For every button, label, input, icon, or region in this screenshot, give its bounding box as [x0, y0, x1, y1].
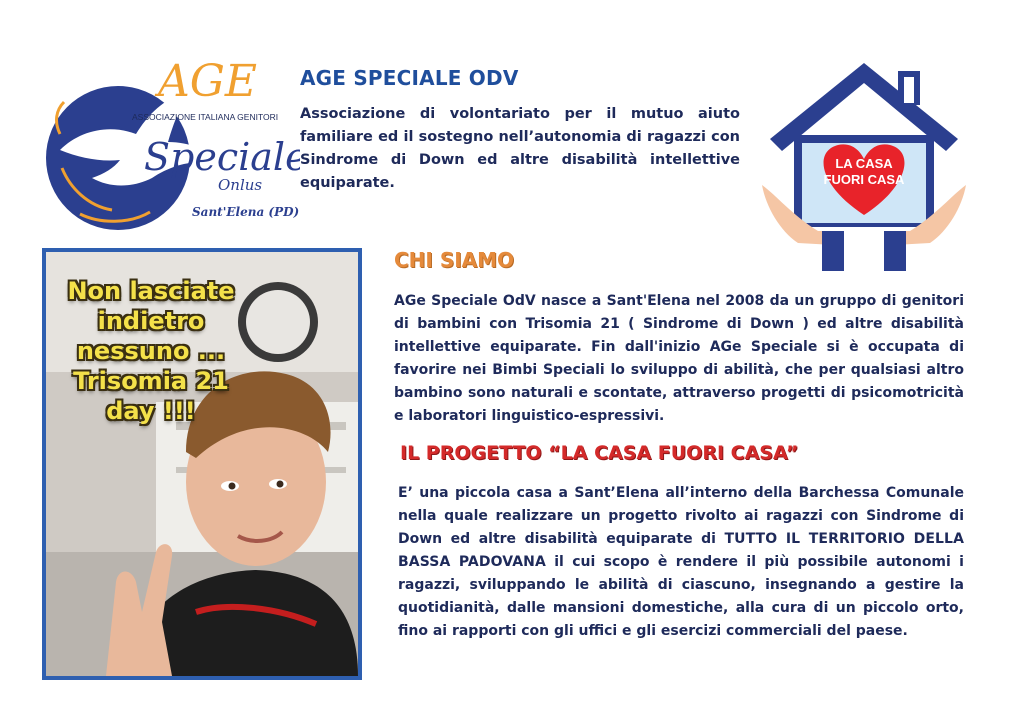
boy-photo — [42, 248, 362, 680]
section-title-chi-siamo: CHI SIAMO — [394, 248, 515, 272]
organization-description: Associazione di volontariato per il mutuo aiuto familiare ed il sostegno nell’autonomia di ragazzi con Sindrome di Down ed altre disabilità intellettive equiparate. — [300, 106, 740, 191]
association-logo — [40, 38, 300, 238]
left-sleeve — [822, 231, 844, 271]
logo-subtitle: Onlus — [218, 176, 263, 194]
progetto-text-after: il cui scopo è rendere il più possibile autonomi i ragazzi, sviluppando le abilità di ciascuno, insegnando a gestire la quotidianità, dalle mansioni domestiche, alla cura di un piccolo orto, fino ai rapporti con gli uffici e gli esercizi commerciali del paese. — [398, 554, 964, 639]
logo-brand: AGE — [158, 56, 258, 107]
right-sleeve — [884, 231, 906, 271]
logo-graphic — [40, 38, 300, 238]
logo-name: Speciale — [144, 135, 300, 179]
logo-association: ASSOCIAZIONE ITALIANA GENITORI — [132, 112, 279, 122]
progetto-text-before: E’ una piccola casa a Sant’Elena all’interno della Barchessa Comunale nella quale realizzare un progetto rivolto ai ragazzi con Sindrome di Down ed altre disabilità equiparate di — [398, 485, 964, 547]
page-title: AGE SPECIALE ODV — [300, 66, 519, 90]
house-logo — [758, 55, 970, 275]
progetto-highlight: TUTTO IL TERRITORIO DELLA BASSA PADOVANA — [398, 531, 964, 570]
house-logo-line1: LA CASA — [835, 156, 893, 171]
house-graphic — [758, 55, 970, 275]
chi-siamo-text: AGe Speciale OdV nasce a Sant'Elena nel 2008 da un gruppo di genitori di bambini con Trisomia 21 ( Sindrome di Down ) ed altre disabilità intellettive equiparate. Fin dall'inizio AGe Speciale si è occupata di favorire nei Bimbi Speciali lo sviluppo di abilità, che per qualsiasi altro bambino sono naturali e scontate, attraverso progetti di psicomotricità e laboratori linguistico-espressivi. — [394, 293, 964, 424]
progetto-text — [398, 482, 964, 643]
section-title-progetto: IL PROGETTO “LA CASA FUORI CASA” — [400, 442, 799, 464]
house-logo-line2: FUORI CASA — [823, 172, 905, 187]
logo-location: Sant'Elena (PD) — [192, 205, 300, 219]
photo-caption: Non lasciate indietro nessuno ... Trisomia 21 day !!! — [67, 277, 235, 425]
